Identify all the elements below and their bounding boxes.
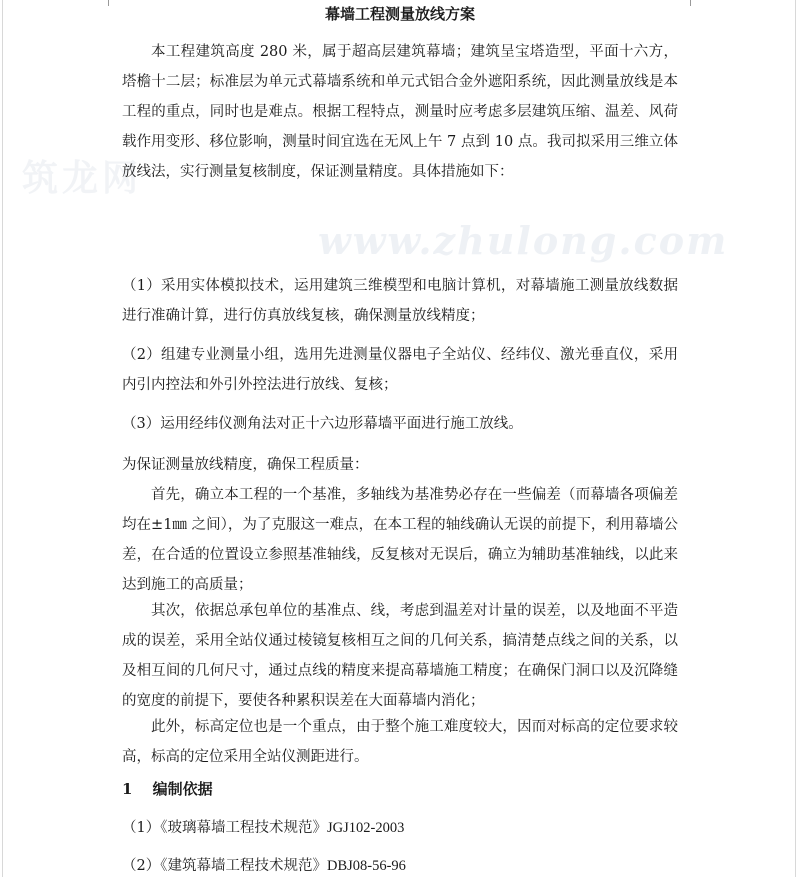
reference-title: （1）《玻璃幕墙工程技术规范》 [122, 820, 327, 836]
measure-item-2: （2）组建专业测量小组，选用先进测量仪器电子全站仪、经纬仪、激光垂直仪，采用内引内控法和外引外控法进行放线、复核； [122, 347, 678, 393]
intro-paragraph: 本工程建筑高度 280 米，属于超高层建筑幕墙；建筑呈宝塔造型，平面十六方，塔檐十二层；标准层为单元式幕墙系统和单元式铝合金外遮阳系统，因此测量放线是本工程的重点，同时也是难点。根据工程特点，测量时应考虑多层建筑压缩、温差、风荷载作用变形、移位影响，测量时间宜选在无风上午 7 点到 10 点。我司拟采用三维立体放线法，实行测量复核制度，保证测量精度。具体措施如下： [122, 44, 678, 180]
quality-paragraph-first: 首先，确立本工程的一个基准，多轴线为基准势必存在一些偏差（而幕墙各项偏差均在±1㎜ 之间），为了克服这一难点，在本工程的轴线确认无误的前提下，利用幕墙公差，在合适的位置设立参照基准轴线，反复核对无误后，确立为辅助基准轴线，以此来达到施工的高质量； [122, 487, 678, 593]
reference-title: （2）《建筑幕墙工程技术规范》 [122, 858, 327, 874]
margin-corner-mark [690, 0, 691, 6]
watermark-url: www.zhulong.com [318, 218, 729, 263]
measure-item-3: （3）运用经纬仪测角法对正十六边形幕墙平面进行施工放线。 [122, 416, 523, 432]
margin-corner-mark [108, 0, 109, 6]
page-border-right [795, 0, 796, 877]
reference-code: DBJ08-56-96 [326, 858, 406, 874]
reference-code: JGJ102-2003 [326, 820, 405, 836]
quality-intro: 为保证测量放线精度，确保工程质量： [122, 457, 369, 473]
section-heading: 1 编制依据 [122, 780, 213, 798]
quality-paragraph-second: 其次，依据总承包单位的基准点、线，考虑到温差对计量的误差，以及地面不平造成的误差，采用全站仪通过棱镜复核相互之间的几何关系，搞清楚点线之间的关系，以及相互间的几何尺寸，通过点线的精度来提高幕墙施工精度；在确保门洞口以及沉降缝的宽度的前提下，要使各种累积误差在大面幕墙内消化； [122, 603, 678, 709]
measure-item-1: （1）采用实体模拟技术，运用建筑三维模型和电脑计算机，对幕墙施工测量放线数据进行准确计算，进行仿真放线复核，确保测量放线精度； [122, 278, 678, 324]
watermark-logo: 筑龙网 [22, 158, 143, 199]
document-title: 幕墙工程测量放线方案 [324, 5, 475, 23]
quality-paragraph-third: 此外，标高定位也是一个重点，由于整个施工难度较大，因而对标高的定位要求较高，标高的定位采用全站仪测距进行。 [122, 719, 678, 765]
reference-item-1 [122, 813, 678, 843]
page-border-left [2, 0, 3, 877]
